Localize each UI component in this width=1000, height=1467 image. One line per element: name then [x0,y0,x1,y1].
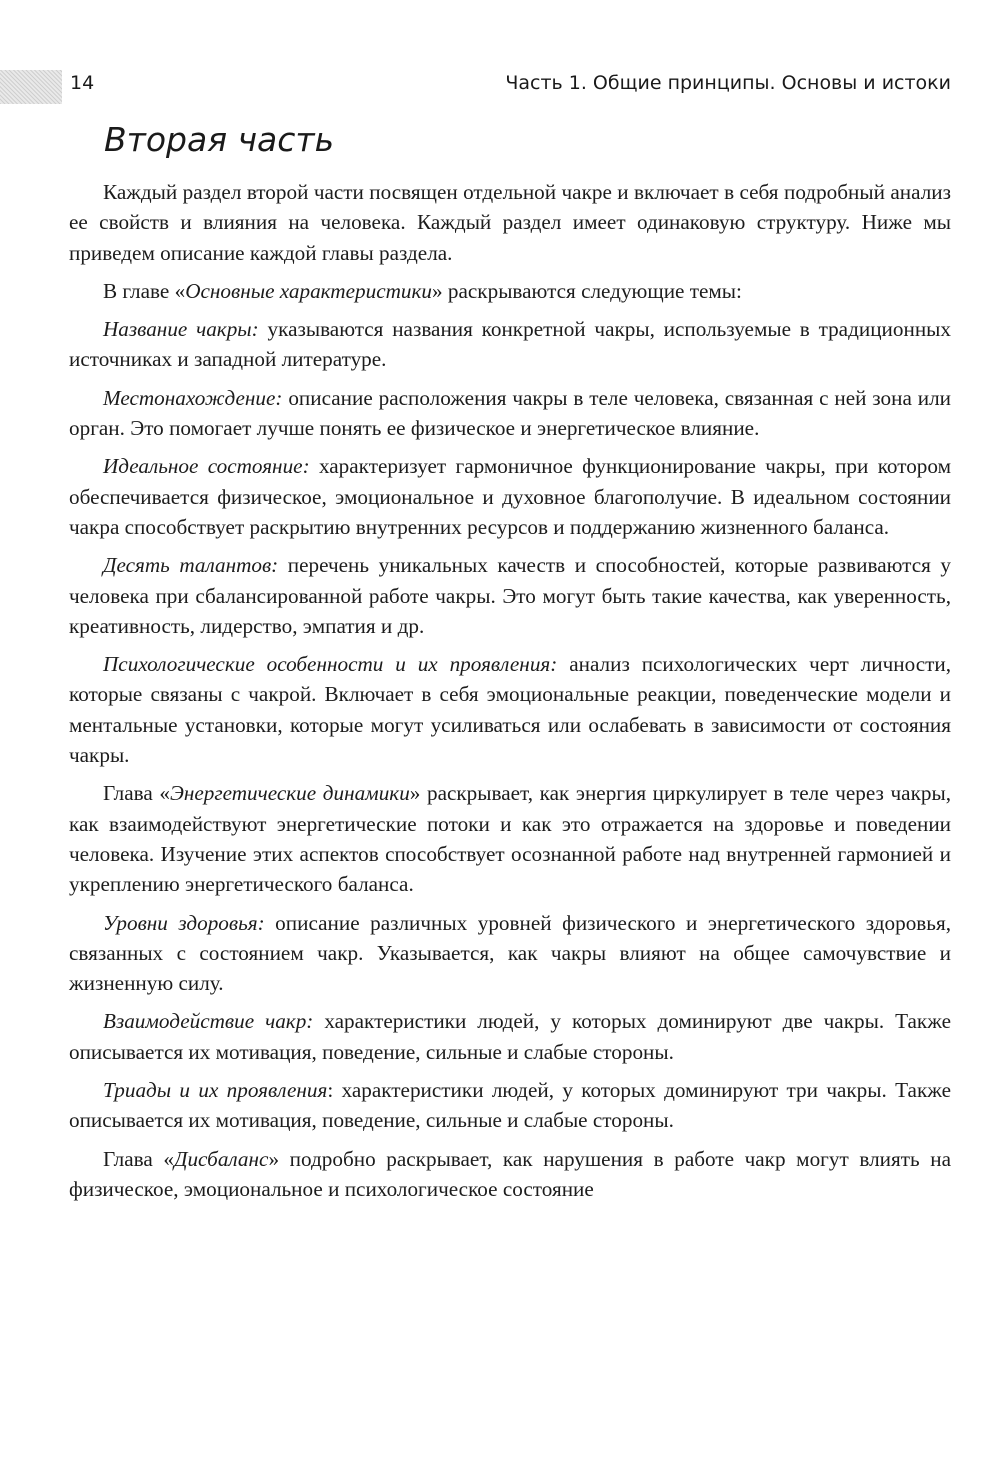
paragraph-term: Местонахождение: [103,385,283,410]
paragraph-lead: Глава « [103,781,170,806]
paragraph-term: Триады и их проявления [103,1078,328,1103]
body-text [69,177,951,1212]
page-number: 14 [70,72,95,94]
paragraph [69,649,951,770]
paragraph-term: Десять талантов: [103,553,279,578]
paragraph-quote-close: » [409,781,421,806]
paragraph-text: Каждый раздел второй части посвящен отдельной чакре и включает в себя подробный анализ ее свойств и влияния на человека. Каждый раздел имеет одинаковую структуру. Ниже мы приведем описание каждой главы раздела. [69,180,951,265]
paragraph [69,276,951,306]
paragraph-text: характеризует гармоничное функционирование чакры, при котором обеспечивается физическое, эмоциональное и духовное благополучие. В идеальном состоянии чакра способствует раскрытию внутренних ресурсов и поддержанию жизненного баланса. [69,454,951,539]
paragraph [69,314,951,375]
paragraph-text: указываются названия конкретной чакры, используемые в традиционных источниках и западной литературе. [69,317,951,372]
paragraph [69,177,951,268]
paragraph [69,1144,951,1205]
paragraph-term: Энергетические динамики [169,781,410,806]
paragraph-text: характеристики людей, у которых доминируют две чакры. Также описывается их мотивация, поведение, сильные и слабые стороны. [69,1009,951,1064]
section-title: Вторая часть [104,120,335,159]
paragraph-text: описание различных уровней физического и энергетического здоровья, связанных с состоянием чакр. Указывается, как чакры влияют на общее самочувствие и жизненную силу. [69,910,951,996]
paragraph-text: перечень уникальных качеств и способностей, которые развиваются у человека при сбалансированной работе чакры. Это могут быть такие качества, как уверенность, креативность, лидерство, эмпатия и др. [69,553,951,638]
paragraph-quote-close: » [268,1146,280,1171]
paragraph [69,1075,951,1136]
paragraph-lead: В главе « [103,278,186,303]
paragraph-term: Название чакры: [103,317,259,342]
running-head: Часть 1. Общие принципы. Основы и истоки [505,72,951,94]
paragraph-lead: Глава « [103,1146,174,1171]
paragraph-term: Основные характеристики [185,278,433,303]
page-header-tab [0,70,62,104]
paragraph-text: раскрывает, как энергия циркулирует в теле через чакры, как взаимодействуют энергетические потоки и как это отражается на здоровье и поведении человека. Изучение этих аспектов способствует осознанной работе над внутренней гармонией и укреплению энергетического баланса. [69,781,951,897]
paragraph-term: Дисбаланс [173,1146,269,1171]
paragraph-term: Психологические особенности и их проявления: [103,652,558,677]
paragraph [69,778,951,899]
paragraph [69,1006,951,1067]
paragraph-term: Уровни здоровья: [103,910,265,935]
paragraph-text: : характеристики людей, у которых доминируют три чакры. Также описывается их мотивация, поведение, сильные и слабые стороны. [69,1078,952,1133]
paragraph [69,550,951,641]
paragraph-term: Идеальное состояние: [103,454,310,479]
paragraph-text: подробно раскрывает, как нарушения в работе чакр могут влиять на физическое, эмоциональное и психологическое состояние [69,1146,952,1201]
paragraph-term: Взаимодействие чакр: [103,1009,314,1034]
paragraph-quote-close: » [432,278,443,303]
paragraph [69,908,951,999]
paragraph [69,451,951,542]
paragraph-text: описание расположения чакры в теле человека, связанная с ней зона или орган. Это помогает лучше понять ее физическое и энергетическое влияние. [69,385,951,441]
paragraph-text: раскрываются следующие темы: [442,278,742,303]
paragraph [69,383,951,444]
paragraph-text: анализ психологических черт личности, которые связаны с чакрой. Включает в себя эмоциональные реакции, поведенческие модели и ментальные установки, которые могут усиливаться или ослабевать в зависимости от состояния чакры. [69,652,951,768]
